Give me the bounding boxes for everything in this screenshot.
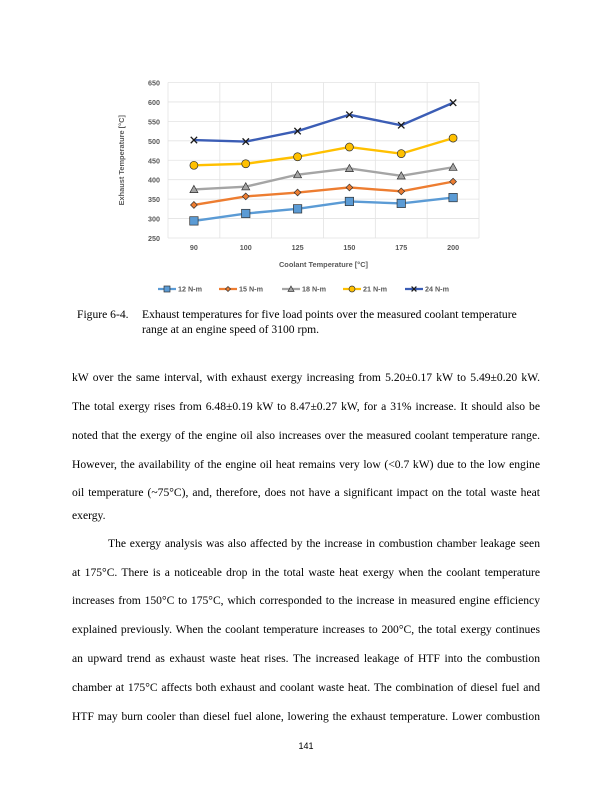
text-line: The total exergy rises from 6.48±0.19 kW to 8.47±0.27 kW, for a 31% increase. It should also be [72,400,540,413]
page-number: 141 [298,741,314,751]
y-tick-label: 550 [148,117,160,127]
square-marker-icon [293,205,301,213]
legend-label: 21 N-m [363,284,387,294]
legend-label: 24 N-m [425,284,449,294]
x-tick-label: 100 [239,243,252,252]
text-line: an upward trend as exhaust waste heat rises. The increased leakage of HTF into the combustion [72,652,540,665]
legend-label: 18 N-m [302,284,326,294]
text-line: oil temperature (~75°C), and, therefore, does not have a significant impact on the total waste heat [72,486,540,499]
y-tick-label: 600 [148,97,160,107]
circle-marker-icon [242,160,250,168]
figure-number: Figure 6-4. [77,308,129,321]
x-tick-label: 90 [189,243,198,252]
y-tick-label: 650 [148,78,160,88]
caption-line-1: Exhaust temperatures for five load points over the measured coolant temperature [142,308,517,321]
text-line: explained previously. When the coolant temperature increases to 200°C, the total exergy continues [72,623,540,636]
legend-label: 12 N-m [178,284,202,294]
circle-marker-icon [397,150,405,158]
x-tick-label: 175 [395,243,408,252]
text-line: noted that the exergy of the engine oil also increases over the measured coolant temperature range. [72,429,540,442]
text-line: The exergy analysis was also affected by the increase in combustion chamber leakage seen [108,537,540,550]
text-line: chamber at 175°C affects both exhaust and coolant waste heat. The combination of diesel fuel and [72,681,540,694]
y-tick-label: 300 [148,214,160,224]
circle-marker-icon [294,153,302,161]
circle-marker-icon [349,286,355,292]
square-marker-icon [242,209,250,217]
x-tick-label: 150 [343,243,356,252]
y-tick-label: 500 [148,136,160,146]
square-marker-icon [164,286,170,292]
circle-marker-icon [190,161,198,169]
circle-marker-icon [345,143,353,151]
x-axis-title: Coolant Temperature [°C] [278,260,369,269]
text-line: exergy. [72,509,106,522]
y-tick-label: 350 [148,195,160,205]
diamond-marker-icon [346,184,353,191]
x-tick-label: 200 [447,243,460,252]
y-tick-label: 450 [148,156,160,166]
x-tick-label: 125 [291,243,304,252]
diamond-marker-icon [450,178,457,185]
diamond-marker-icon [191,202,198,209]
square-marker-icon [449,193,457,201]
square-marker-icon [397,199,405,207]
diamond-marker-icon [294,189,301,196]
text-line: at 175°C. There is a noticeable drop in the total waste heat exergy when the coolant temperature [72,566,540,579]
square-marker-icon [190,217,198,225]
circle-marker-icon [449,134,457,142]
diamond-marker-icon [398,188,405,195]
line-chart [0,0,612,300]
text-line: However, the availability of the engine oil heat remains very low (<0.7 kW) due to the low engine [72,458,540,471]
legend-label: 15 N-m [239,284,263,294]
exhaust-temperature-chart [0,0,612,300]
y-tick-label: 400 [148,175,160,185]
y-tick-label: 250 [148,234,160,243]
caption-line-2: range at an engine speed of 3100 rpm. [142,322,320,336]
y-axis-title: Exhaust Temperature [°C] [117,115,126,206]
square-marker-icon [345,197,353,205]
text-line: increases from 150°C to 175°C, which corresponded to the increase in measured engine efficiency [72,594,540,607]
text-line: HTF may burn cooler than diesel fuel alone, lowering the exhaust temperature. Lower combustion [72,710,540,723]
diamond-marker-icon [225,286,230,291]
text-line: kW over the same interval, with exhaust exergy increasing from 5.20±0.17 kW to 5.49±0.20 kW. [72,371,540,384]
